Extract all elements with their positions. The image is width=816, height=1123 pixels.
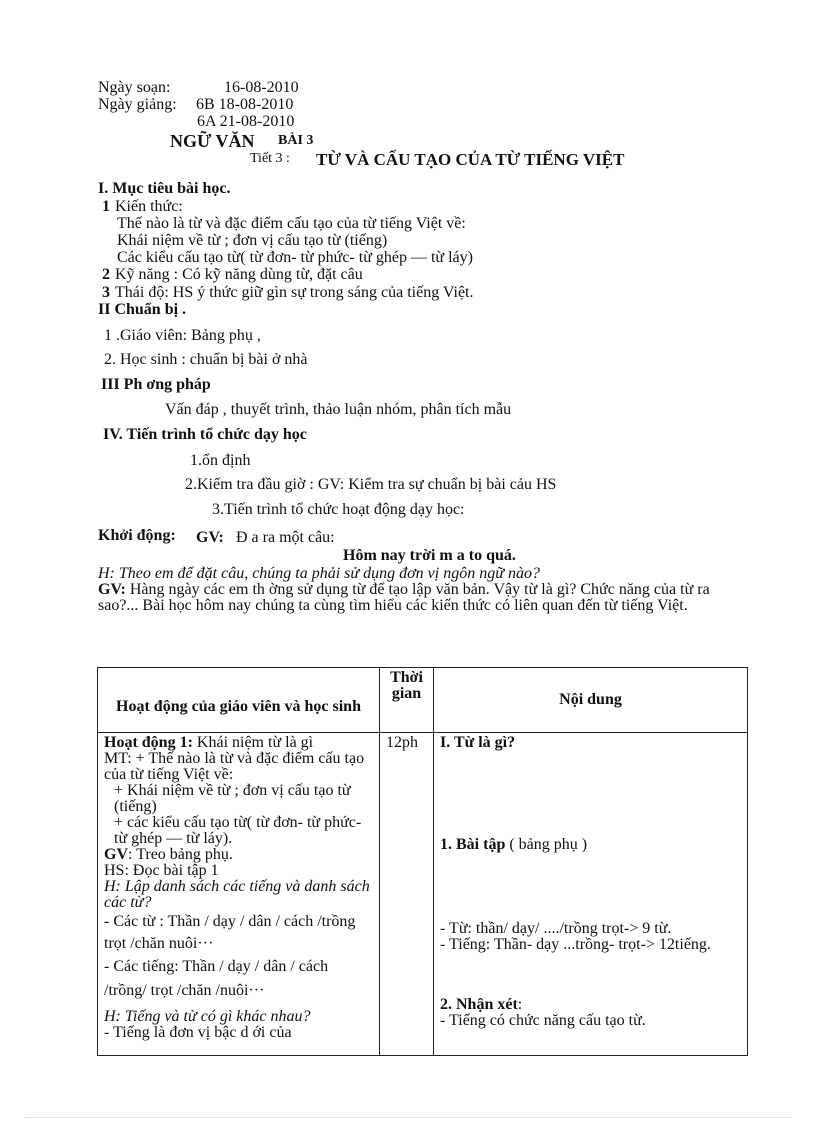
khoi-dong-gv-paragraph xyxy=(98,582,738,614)
objective: MT: + Thế nào là từ và đặc điểm cấu tạo của từ tiếng Việt về: xyxy=(104,750,365,783)
header-content: Nội dung xyxy=(434,668,748,733)
thai-do-number: 3 xyxy=(102,284,110,301)
activity-title: Khái niệm từ là gì xyxy=(196,734,314,751)
content-cell xyxy=(434,733,748,1056)
kien-thuc-label: Kiến thức: xyxy=(115,198,183,215)
tien-trinh-item-3: 3.Tiến trình tổ chức hoạt động dạy học: xyxy=(212,501,465,518)
table-row xyxy=(98,733,748,1056)
header-time: Thời gian xyxy=(380,668,434,733)
khoi-dong-gv-label: GV: xyxy=(196,529,224,546)
section-1-heading: I. Mục tiêu bài học. xyxy=(98,180,231,197)
question-2: H: Tiếng và từ có gì khác nhau? xyxy=(104,1008,311,1025)
bai-tap-label: 1. Bài tập xyxy=(440,836,506,853)
result-syllables: - Tiếng: Thần- dạy ...trồng- trọt-> 12tiếng. xyxy=(440,936,711,953)
header-activity: Hoạt động của giáo viên và học sinh xyxy=(98,668,380,733)
khoi-dong-label: Khởi động: xyxy=(98,527,176,544)
kien-thuc-line-1: Thế nào là từ và đặc điểm cấu tạo của từ tiếng Việt về: xyxy=(117,215,466,232)
objective-point-1: + Khái niệm về từ ; đơn vị cấu tạo từ (tiếng) xyxy=(114,782,351,815)
gv-paragraph-text: Hàng ngày các em th ờng sử dụng từ để tạo lập văn bản. Vậy từ là gì? Chức năng của từ ra sao?... Bài học hôm nay chúng ta cùng tìm hiểu các kiến thức có liên quan đến từ tiếng Việt. xyxy=(98,581,710,614)
gv-action: : Treo bảng phụ. xyxy=(128,846,233,863)
ngay-giang-6b: 6B 18-08-2010 xyxy=(196,96,294,113)
time-cell xyxy=(380,733,434,1056)
time-value: 12ph xyxy=(386,734,418,751)
kien-thuc-number: 1 xyxy=(102,198,110,215)
phuong-phap-content: Vấn đáp , thuyết trình, thảo luận nhóm, phân tích mẫu xyxy=(165,401,512,418)
lesson-plan-table xyxy=(97,667,748,1056)
thai-do: Thái độ: HS ý thức giữ gìn sự trong sáng của tiếng Việt. xyxy=(115,284,474,301)
answer-syllables: - Các tiếng: Thần / dạy / dân / cách /trồng/ trọt /chăn /nuôi··· xyxy=(104,958,329,999)
ky-nang-number: 2 xyxy=(102,266,110,283)
giao-vien-prep: 1 .Giáo viên: Bảng phụ , xyxy=(104,327,261,344)
khoi-dong-gv-text: Đ a ra một câu: xyxy=(236,529,335,546)
tien-trinh-item-1: 1.ổn định xyxy=(190,452,251,469)
observation-1: - Tiếng có chức năng cấu tạo từ. xyxy=(440,1012,646,1029)
kien-thuc-line-2: Khái niệm về từ ; đơn vị cấu tạo từ (tiếng) xyxy=(117,232,388,249)
hoc-sinh-prep: 2. Học sinh : chuẩn bị bài ở nhà xyxy=(104,351,308,368)
section-3-heading: III Ph ơng pháp xyxy=(101,376,211,393)
activity-label: Hoạt động 1: xyxy=(104,734,193,751)
objective-point-2: + các kiểu cấu tạo từ( từ đơn- từ phức- từ ghép — từ láy). xyxy=(114,814,362,847)
lesson-number: BÀI 3 xyxy=(278,133,314,148)
content-title-1: I. Từ là gì? xyxy=(440,734,516,751)
gv-label: GV: xyxy=(98,581,126,598)
tien-trinh-item-2: 2.Kiểm tra đầu giờ : GV: Kiểm tra sự chuẩn bị bài cảu HS xyxy=(185,476,557,493)
ngay-giang-6a: 6A 21-08-2010 xyxy=(197,113,295,130)
section-2-heading: II Chuẩn bị . xyxy=(98,301,187,318)
lesson-title: TỪ VÀ CẤU TẠO CỦA TỪ TIẾNG VIỆT xyxy=(316,150,625,169)
gv-label: GV xyxy=(104,846,128,863)
activity-cell xyxy=(98,733,380,1056)
ngay-giang-label: Ngày giảng: xyxy=(98,96,177,113)
ngay-soan-label: Ngày soạn: xyxy=(98,79,171,96)
subject-title: NGỮ VĂN xyxy=(170,131,255,151)
kien-thuc-line-3: Các kiểu cấu tạo từ( từ đơn- từ phức- từ ghép — từ láy) xyxy=(117,249,473,266)
hs-action: HS: Đọc bài tập 1 xyxy=(104,862,219,879)
table-header-row xyxy=(98,668,748,733)
result-words: - Từ: thần/ dạy/ ..../trồng trọt-> 9 từ. xyxy=(440,920,672,937)
nhan-xet-label: 2. Nhận xét xyxy=(440,996,518,1013)
question-1: H: Lập danh sách các tiếng và danh sách các từ? xyxy=(104,878,370,911)
page-footer-divider xyxy=(24,1117,792,1118)
lesson-period: Tiết 3 : xyxy=(250,151,290,166)
nhan-xet-colon: : xyxy=(517,996,523,1013)
khoi-dong-question: H: Theo em để đặt câu, chúng ta phải sử dụng đơn vị ngôn ngữ nào? xyxy=(98,565,540,582)
answer-words: - Các từ : Thần / dạy / dân / cách /trồng trọt /chăn nuôi··· xyxy=(104,913,356,952)
example-sentence: Hôm nay trời m a to quá. xyxy=(343,547,516,564)
section-4-heading: IV. Tiến trình tổ chức dạy học xyxy=(103,426,307,443)
ky-nang: Kỹ năng : Có kỹ năng dùng từ, đặt câu xyxy=(115,266,363,283)
answer-difference: - Tiếng là đơn vị bậc d ới của xyxy=(104,1024,292,1041)
ngay-soan-value: 16-08-2010 xyxy=(224,79,299,96)
bai-tap-note: ( bảng phụ ) xyxy=(509,836,588,853)
